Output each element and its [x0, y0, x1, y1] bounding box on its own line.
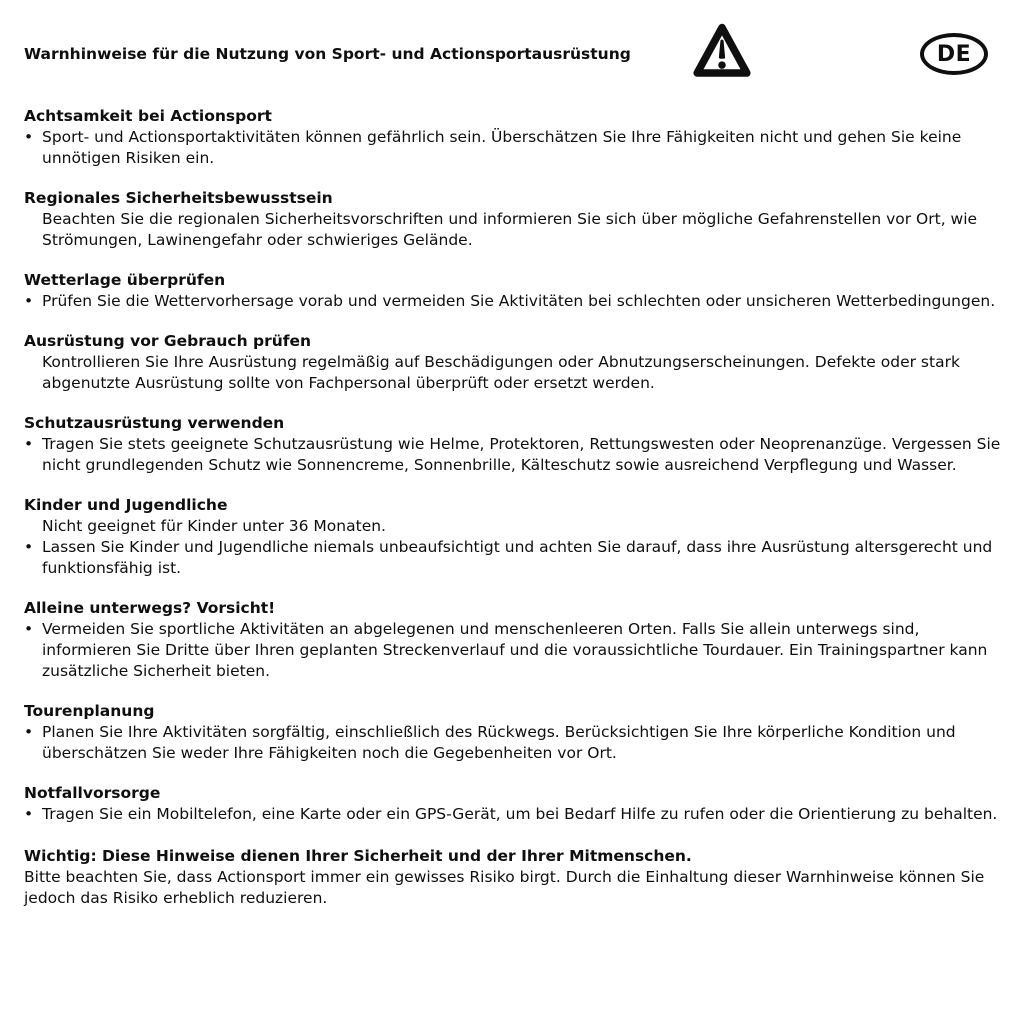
section-heading: Wetterlage überprüfen	[24, 271, 226, 289]
warning-triangle-icon	[692, 21, 752, 81]
warning-section	[24, 270, 1004, 312]
item-text: Planen Sie Ihre Aktivitäten sorgfältig, einschließlich des Rückwegs. Berücksichtigen Sie Ihre körperliche Kondition und überschätzen Sie weder Ihre Fähigkeiten noch die Gegebenheiten vor Ort.	[42, 723, 956, 762]
bullet-item	[24, 434, 1004, 476]
item-text: Beachten Sie die regionalen Sicherheitsvorschriften und informieren Sie sich über mögliche Gefahrenstellen vor Ort, wie Strömungen, Lawinengefahr oder schwieriges Gelände.	[42, 210, 978, 249]
warning-section	[24, 495, 1004, 579]
section-heading: Regionales Sicherheitsbewusstsein	[24, 189, 333, 207]
footer-important-heading: Wichtig: Diese Hinweise dienen Ihrer Sicherheit und der Ihrer Mitmenschen.	[24, 847, 692, 865]
warning-section	[24, 106, 1004, 169]
section-heading: Achtsamkeit bei Actionsport	[24, 107, 272, 125]
section-heading: Alleine unterwegs? Vorsicht!	[24, 599, 276, 617]
section-heading: Schutzausrüstung verwenden	[24, 414, 285, 432]
bullet-item	[24, 291, 1004, 312]
item-text: Sport- und Actionsportaktivitäten können gefährlich sein. Überschätzen Sie Ihre Fähigkeiten nicht und gehen Sie keine unnötigen Risiken ein.	[42, 128, 962, 167]
warning-section	[24, 701, 1004, 764]
bullet-marker: •	[24, 128, 34, 146]
bullet-marker: •	[24, 723, 34, 741]
sections-container	[0, 106, 1030, 825]
warning-section	[24, 598, 1004, 682]
bullet-item	[24, 537, 1004, 579]
item-text: Tragen Sie ein Mobiltelefon, eine Karte oder ein GPS-Gerät, um bei Bedarf Hilfe zu rufen oder die Orientierung zu behalten.	[42, 805, 998, 823]
document-footer	[0, 846, 1030, 949]
item-text: Prüfen Sie die Wettervorhersage vorab und vermeiden Sie Aktivitäten bei schlechten oder unsicheren Wetterbedingungen.	[42, 292, 996, 310]
document-header	[0, 0, 1030, 106]
section-heading: Tourenplanung	[24, 702, 155, 720]
bullet-item	[24, 804, 1004, 825]
note-item	[24, 516, 1004, 537]
note-item	[24, 209, 1004, 251]
warning-section	[24, 783, 1004, 825]
item-text: Lassen Sie Kinder und Jugendliche niemals unbeaufsichtigt und achten Sie darauf, dass ihre Ausrüstung altersgerecht und funktionsfähig ist.	[42, 538, 993, 577]
section-heading: Ausrüstung vor Gebrauch prüfen	[24, 332, 312, 350]
page-title: Warnhinweise für die Nutzung von Sport- und Actionsportausrüstung	[24, 45, 631, 63]
warning-section	[24, 188, 1004, 251]
bullet-marker: •	[24, 292, 34, 310]
note-item	[24, 352, 1004, 394]
bullet-marker: •	[24, 620, 34, 638]
section-heading: Kinder und Jugendliche	[24, 496, 228, 514]
bullet-marker: •	[24, 435, 34, 453]
warning-section	[24, 331, 1004, 394]
item-text: Kontrollieren Sie Ihre Ausrüstung regelmäßig auf Beschädigungen oder Abnutzungserscheinungen. Defekte oder stark abgenutzte Ausrüstung sollte von Fachpersonal überprüft oder ersetzt werden.	[42, 353, 960, 392]
item-text: Nicht geeignet für Kinder unter 36 Monaten.	[42, 517, 386, 535]
bullet-marker: •	[24, 805, 34, 823]
section-heading: Notfallvorsorge	[24, 784, 161, 802]
item-text: Tragen Sie stets geeignete Schutzausrüstung wie Helme, Protektoren, Rettungswesten oder Neoprenanzüge. Vergessen Sie nicht grundlegenden Schutz wie Sonnencreme, Sonnenbrille, Kälteschutz sowie ausreichend Verpflegung und Wasser.	[42, 435, 1001, 474]
language-badge	[920, 33, 988, 75]
bullet-item	[24, 722, 1004, 764]
footer-important-text: Bitte beachten Sie, dass Actionsport immer ein gewisses Risiko birgt. Durch die Einhaltung dieser Warnhinweise können Sie jedoch das Risiko erheblich reduzieren.	[24, 868, 985, 907]
warning-section	[24, 413, 1004, 476]
item-text: Vermeiden Sie sportliche Aktivitäten an abgelegenen und menschenleeren Orten. Falls Sie allein unterwegs sind, informieren Sie Dritte über Ihren geplanten Streckenverlauf und die voraussichtliche Tourdauer. Ein Trainingspartner kann zusätzliche Sicherheit bieten.	[42, 620, 988, 680]
language-badge-label: DE	[936, 41, 972, 67]
bullet-item	[24, 127, 1004, 169]
bullet-item	[24, 619, 1004, 682]
bullet-marker: •	[24, 538, 34, 556]
